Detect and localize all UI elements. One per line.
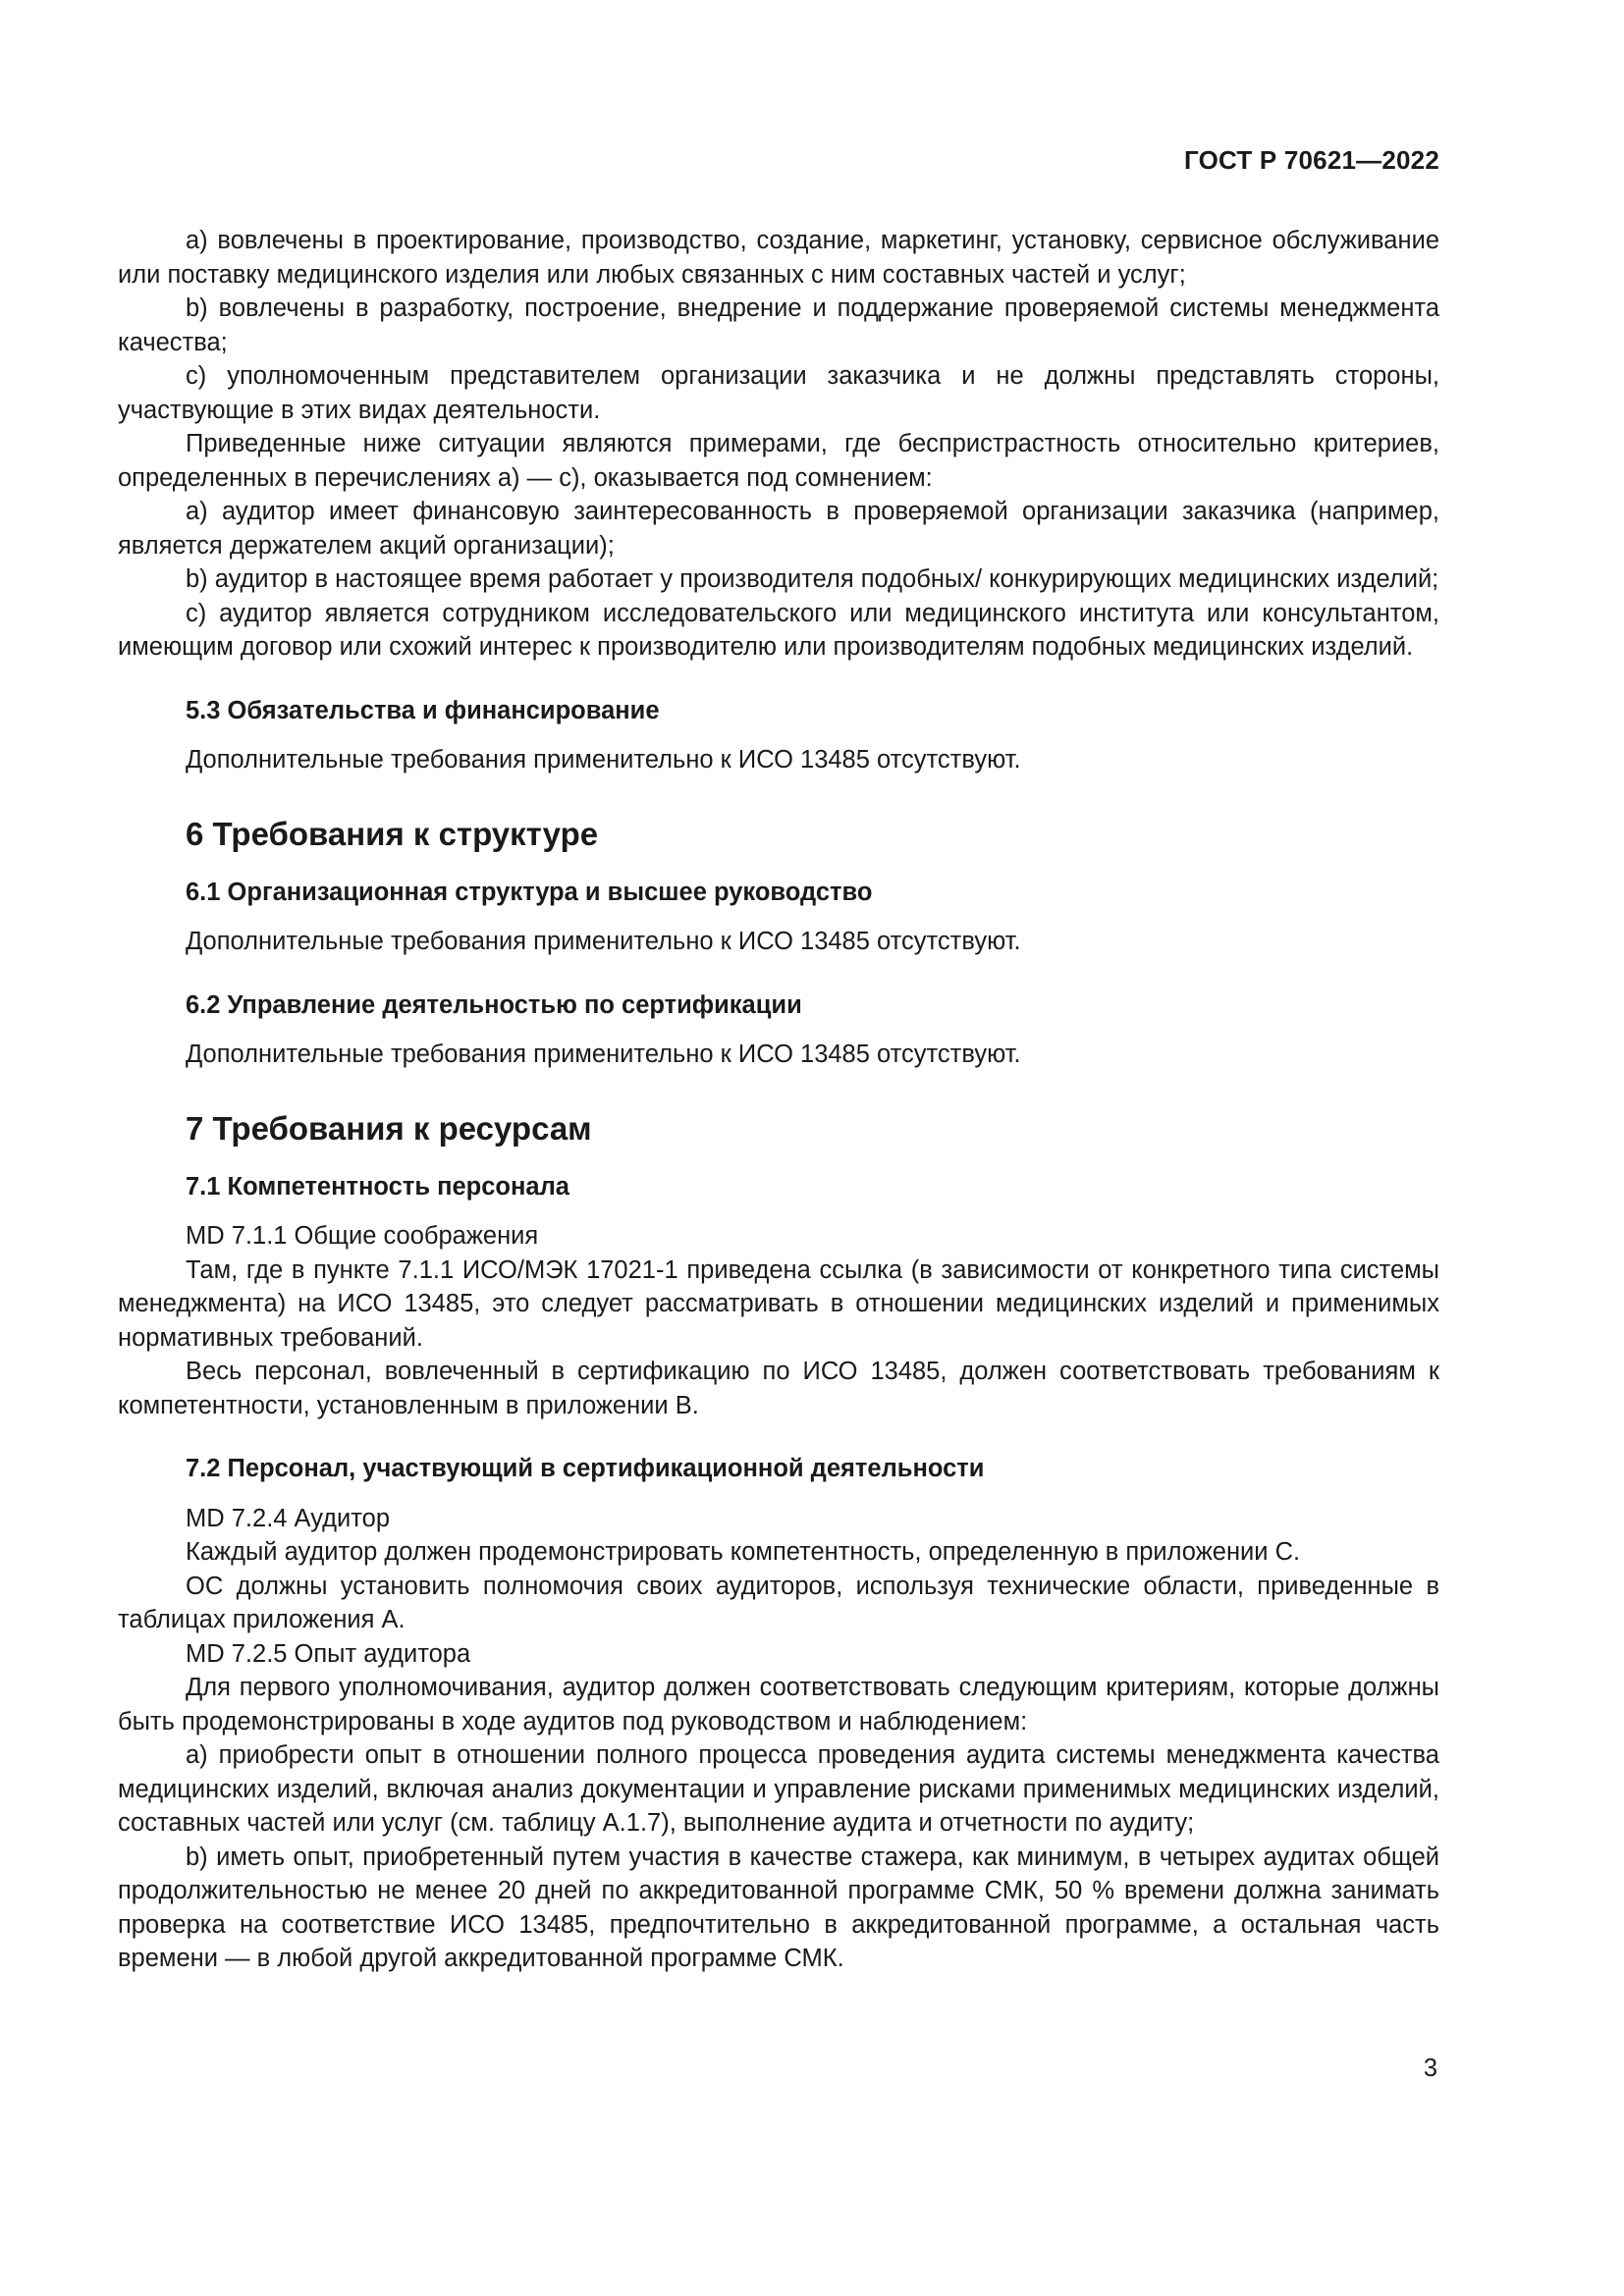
example-item-c: c) аудитор является сотрудником исследовательского или медицинского института или консультантом, имеющим договор или схожий интерес к производителю или производителям подобных медицинских изделий. — [118, 599, 1439, 661]
section-heading-7-2: 7.2 Персонал, участвующий в сертификационной деятельности — [186, 1455, 985, 1482]
subclause-7-1-1-text: Там, где в пункте 7.1.1 ИСО/МЭК 17021-1 приведена ссылка (в зависимости от конкретного типа системы менеджмента) на ИСО 13485, это следует рассматривать в отношении медицинских изделий и применимых нормативных требований. — [118, 1255, 1439, 1352]
personnel-competence-text: Весь персонал, вовлеченный в сертификацию по ИСО 13485, должен соответствовать требованиям к компетентности, установленным в приложении В. — [118, 1358, 1439, 1419]
chapter-heading-6: 6 Требования к структуре — [186, 815, 599, 852]
document-body — [118, 224, 1439, 1976]
initial-authorization-criteria-text: Для первого уполномочивания, аудитор должен соответствовать следующим критериям, которые должны быть продемонстрированы в ходе аудитов под руководством и наблюдением: — [118, 1674, 1439, 1735]
section-heading-5-3: 5.3 Обязательства и финансирование — [186, 696, 660, 724]
section-6-1-text: Дополнительные требования применительно к ИСО 13485 отсутствуют. — [186, 928, 1021, 955]
section-heading-6-1: 6.1 Организационная структура и высшее руководство — [186, 878, 873, 906]
document-code-header: ГОСТ Р 70621—2022 — [1184, 145, 1439, 175]
impartiality-intro-paragraph: Приведенные ниже ситуации являются примерами, где беспристрастность относительно критериев, определенных в перечислениях а) — с), оказывается под сомнением: — [118, 430, 1439, 492]
section-5-3-text: Дополнительные требования применительно к ИСО 13485 отсутствуют. — [186, 746, 1021, 774]
auditor-authorization-text: ОС должны установить полномочия своих аудиторов, используя технические области, приведенные в таблицах приложения А. — [118, 1572, 1439, 1633]
chapter-heading-7: 7 Требования к ресурсам — [186, 1109, 592, 1147]
example-item-a: a) аудитор имеет финансовую заинтересованность в проверяемой организации заказчика (например, является держателем акций организации); — [118, 498, 1439, 560]
list-item-b-involvement: b) вовлечены в разработку, построение, внедрение и поддержание проверяемой системы менеджмента качества; — [118, 294, 1439, 356]
list-item-a-involvement: a) вовлечены в проектирование, производство, создание, маркетинг, установку, сервисное обслуживание или поставку медицинского изделия или любых связанных с ним составных частей и услуг; — [118, 227, 1439, 289]
example-item-b: b) аудитор в настоящее время работает у производителя подобных/ конкурирующих медицинских изделий; — [186, 565, 1439, 593]
section-6-2-text: Дополнительные требования применительно к ИСО 13485 отсутствуют. — [186, 1041, 1021, 1068]
section-heading-7-1: 7.1 Компетентность персонала — [186, 1172, 569, 1201]
section-heading-6-2: 6.2 Управление деятельностью по сертификации — [186, 990, 802, 1019]
list-item-c-involvement: c) уполномоченным представителем организации заказчика и не должны представлять стороны, участвующие в этих видах деятельности. — [118, 362, 1439, 424]
criteria-item-b: b) иметь опыт, приобретенный путем участия в качестве стажера, как минимум, в четырех аудитах общей продолжительностью не менее 20 дней по аккредитованной программе СМК, 50 % времени должна занимать проверка на соответствие ИСО 13485, предпочтительно в аккредитованной программе, а остальная часть времени — в любой другой аккредитованной программе СМК. — [118, 1842, 1439, 1972]
subclause-md-7-2-4-title: MD 7.2.4 Аудитор — [186, 1504, 391, 1532]
subclause-md-7-1-1-title: MD 7.1.1 Общие соображения — [186, 1222, 539, 1250]
subclause-md-7-2-5-title: MD 7.2.5 Опыт аудитора — [186, 1639, 471, 1668]
page-number: 3 — [1423, 2055, 1437, 2082]
auditor-competence-text: Каждый аудитор должен продемонстрировать компетентность, определенную в приложении С. — [186, 1538, 1301, 1566]
criteria-item-a: a) приобрести опыт в отношении полного процесса проведения аудита системы менеджмента качества медицинских изделий, включая анализ документации и управление рисками применимых медицинских изделий, составных частей или услуг (см. таблицу А.1.7), выполнение аудита и отчетности по аудиту; — [118, 1741, 1439, 1837]
